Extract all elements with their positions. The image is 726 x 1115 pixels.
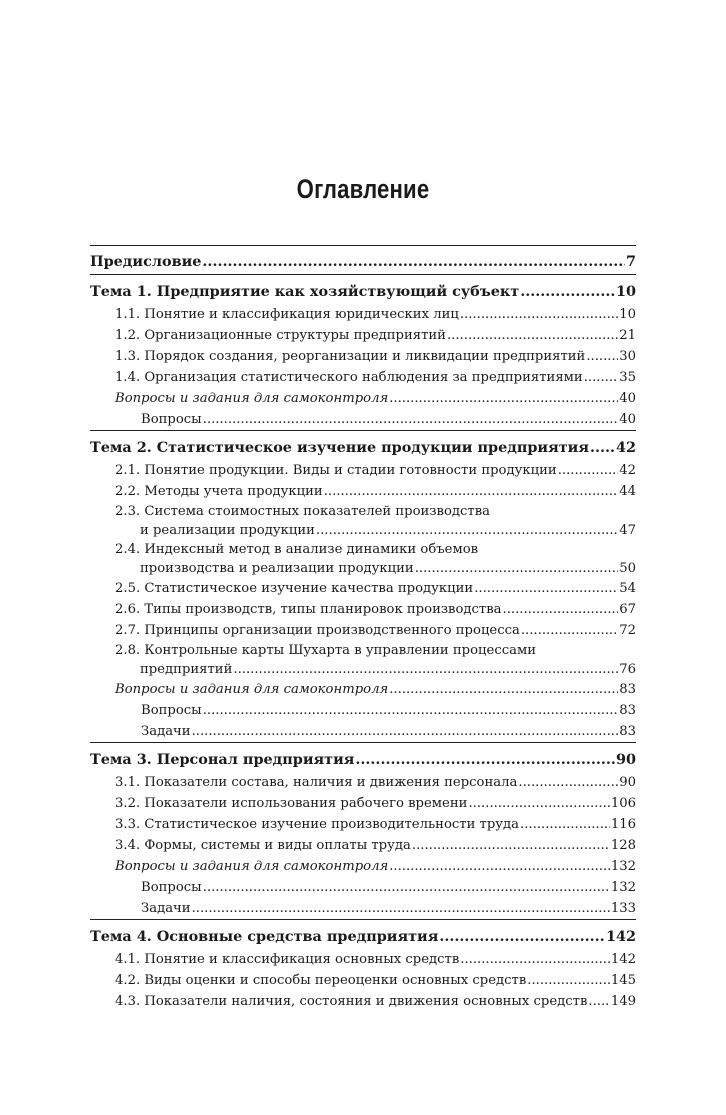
toc-entry-label: Вопросы и задания для самоконтроля <box>115 859 389 874</box>
toc-entry-label: 2.3. Система стоимостных показателей производства <box>115 504 490 519</box>
toc-entry-label: 4.3. Показатели наличия, состояния и движения основных средств <box>115 994 588 1009</box>
divider <box>90 274 636 275</box>
toc-topic-3[interactable] <box>90 749 636 771</box>
page-title: Оглавление <box>296 174 430 204</box>
toc-page-number: 145 <box>610 973 636 988</box>
toc-entry-multiline[interactable] <box>90 502 636 540</box>
dot-leader <box>324 481 619 502</box>
toc-page-number: 42 <box>615 439 636 456</box>
toc-entry-questions[interactable] <box>90 877 636 898</box>
toc-page-number: 7 <box>625 253 636 270</box>
toc-page-number: 42 <box>619 463 636 478</box>
toc-entry[interactable] <box>90 346 636 367</box>
toc-entry-label: Вопросы <box>141 880 202 895</box>
toc-entry[interactable] <box>90 304 636 325</box>
toc-topic-2[interactable] <box>90 437 636 459</box>
divider <box>90 742 636 743</box>
dot-leader <box>584 367 619 388</box>
toc-entry-label: Вопросы и задания для самоконтроля <box>115 682 389 697</box>
dot-leader <box>588 991 609 1012</box>
divider <box>90 919 636 920</box>
toc-page-number: 76 <box>619 662 636 677</box>
toc-entry-questions[interactable] <box>90 409 636 430</box>
toc-entry-label: 2.7. Принципы организации производственного процесса <box>115 623 520 638</box>
toc-page-number: 90 <box>615 751 636 768</box>
toc-entry-label: 4.2. Виды оценки и способы переоценки основных средств <box>115 973 527 988</box>
dot-leader <box>520 281 615 303</box>
dot-leader <box>521 620 618 641</box>
toc-page-number: 47 <box>619 523 636 538</box>
dot-leader <box>389 679 618 700</box>
toc-page-number: 35 <box>619 370 636 385</box>
toc-entry[interactable] <box>90 991 636 1012</box>
toc-entry-label: 1.4. Организация статистического наблюдения за предприятиями <box>115 370 583 385</box>
toc-entry-label: 2.8. Контрольные карты Шухарта в управлении процессами <box>115 643 537 658</box>
toc-entry[interactable] <box>90 481 636 502</box>
toc-entry-label: 1.1. Понятие и классификация юридических лиц <box>115 307 459 322</box>
dot-leader <box>520 814 610 835</box>
toc-entry-multiline[interactable] <box>90 641 636 679</box>
dot-leader <box>192 898 610 919</box>
dot-leader <box>192 721 619 742</box>
toc-page-number: 132 <box>610 880 636 895</box>
toc-entry-label-continued: предприятий <box>140 662 233 677</box>
toc-entry-label: Вопросы <box>141 412 202 427</box>
toc-entry[interactable] <box>90 949 636 970</box>
dot-leader <box>203 700 619 721</box>
dot-leader <box>518 772 618 793</box>
divider <box>90 245 636 246</box>
toc-entry-label: 3.3. Статистическое изучение производительности труда <box>115 817 520 832</box>
toc-entry-label: 2.4. Индексный метод в анализе динамики объемов <box>115 542 479 557</box>
toc-entry-label: 2.5. Статистическое изучение качества продукции <box>115 581 474 596</box>
toc-page-number: 44 <box>619 484 636 499</box>
toc-entry-label: Тема 4. Основные средства предприятия <box>90 928 439 945</box>
toc-entry-label: 2.2. Методы учета продукции <box>115 484 323 499</box>
toc-entry-label: Предисловие <box>90 253 202 270</box>
toc-entry-tasks[interactable] <box>90 721 636 742</box>
toc-entry-label: Тема 2. Статистическое изучение продукции предприятия <box>90 439 589 456</box>
toc-page-number: 128 <box>610 838 636 853</box>
toc-entry[interactable] <box>90 620 636 641</box>
toc-page-number: 54 <box>619 581 636 596</box>
toc-entry[interactable] <box>90 835 636 856</box>
toc-page-number: 106 <box>610 796 636 811</box>
toc-entry-label: Задачи <box>141 901 191 916</box>
toc-page-number: 90 <box>619 775 636 790</box>
toc-entry-label: 3.1. Показатели состава, наличия и движения персонала <box>115 775 518 790</box>
toc-entry[interactable] <box>90 814 636 835</box>
toc-entry-label: Тема 3. Персонал предприятия <box>90 751 355 768</box>
toc-page-number: 149 <box>610 994 636 1009</box>
toc-entry-self-check[interactable] <box>90 388 636 409</box>
toc-entry-label: 2.6. Типы производств, типы планировок производства <box>115 602 502 617</box>
toc-page-number: 67 <box>619 602 636 617</box>
dot-leader <box>439 926 605 948</box>
toc-page-number: 21 <box>619 328 636 343</box>
toc-entry-label: Задачи <box>141 724 191 739</box>
toc-page-number: 40 <box>619 391 636 406</box>
dot-leader <box>474 578 618 599</box>
toc-page-number: 116 <box>610 817 636 832</box>
toc-page-number: 30 <box>619 349 636 364</box>
dot-leader <box>412 835 610 856</box>
toc-entry-label: Тема 1. Предприятие как хозяйствующий субъект <box>90 283 520 300</box>
dot-leader <box>468 793 609 814</box>
toc-page-number: 40 <box>619 412 636 427</box>
dot-leader <box>503 599 619 620</box>
toc-page-number: 132 <box>610 859 636 874</box>
toc-entry-questions[interactable] <box>90 700 636 721</box>
toc-entry-label: 1.2. Организационные структуры предприятий <box>115 328 446 343</box>
dot-leader <box>460 304 618 325</box>
toc-entry[interactable] <box>90 578 636 599</box>
toc-entry[interactable] <box>90 970 636 991</box>
toc-entry[interactable] <box>90 772 636 793</box>
dot-leader <box>233 660 618 679</box>
toc-page-number: 142 <box>610 952 636 967</box>
toc-entry-label: Вопросы <box>141 703 202 718</box>
dot-leader <box>203 409 619 430</box>
toc-page-number: 10 <box>619 307 636 322</box>
toc-page-number: 142 <box>605 928 636 945</box>
toc-page-number: 10 <box>615 283 636 300</box>
toc-topic-1[interactable] <box>90 281 636 303</box>
toc-page-number: 83 <box>619 682 636 697</box>
toc-entry[interactable] <box>90 793 636 814</box>
toc-entry-label: 3.2. Показатели использования рабочего времени <box>115 796 468 811</box>
toc-entry-label-continued: производства и реализации продукции <box>140 561 414 576</box>
toc-entry-label: Вопросы и задания для самоконтроля <box>115 391 389 406</box>
toc-page-number: 83 <box>619 703 636 718</box>
dot-leader <box>590 437 615 459</box>
dot-leader <box>355 749 615 771</box>
toc-entry-tasks[interactable] <box>90 898 636 919</box>
dot-leader <box>316 521 618 540</box>
toc-entry[interactable] <box>90 599 636 620</box>
dot-leader <box>527 970 610 991</box>
toc-topic-4[interactable] <box>90 926 636 948</box>
dot-leader <box>558 460 619 481</box>
toc-page-number: 83 <box>619 724 636 739</box>
toc-entry-label: 4.1. Понятие и классификация основных средств <box>115 952 460 967</box>
toc-entry[interactable] <box>90 367 636 388</box>
toc-page-number: 50 <box>619 561 636 576</box>
table-of-contents <box>90 245 636 1012</box>
toc-entry-label: 1.3. Порядок создания, реорганизации и ликвидации предприятий <box>115 349 586 364</box>
toc-entry-preface[interactable] <box>90 251 636 273</box>
dot-leader <box>460 949 610 970</box>
dot-leader <box>415 559 619 578</box>
toc-entry-self-check[interactable] <box>90 856 636 877</box>
toc-entry[interactable] <box>90 460 636 481</box>
divider <box>90 430 636 431</box>
toc-page-number: 133 <box>610 901 636 916</box>
dot-leader <box>586 346 618 367</box>
toc-entry-label: 3.4. Формы, системы и виды оплаты труда <box>115 838 411 853</box>
dot-leader <box>202 251 625 273</box>
toc-entry-label-continued: и реализации продукции <box>140 523 315 538</box>
dot-leader <box>203 877 610 898</box>
toc-entry-label: 2.1. Понятие продукции. Виды и стадии готовности продукции <box>115 463 557 478</box>
toc-page-number: 72 <box>619 623 636 638</box>
dot-leader <box>389 856 610 877</box>
toc-entry-self-check[interactable] <box>90 679 636 700</box>
toc-entry-multiline[interactable] <box>90 540 636 578</box>
dot-leader <box>389 388 618 409</box>
dot-leader <box>447 325 618 346</box>
toc-entry[interactable] <box>90 325 636 346</box>
